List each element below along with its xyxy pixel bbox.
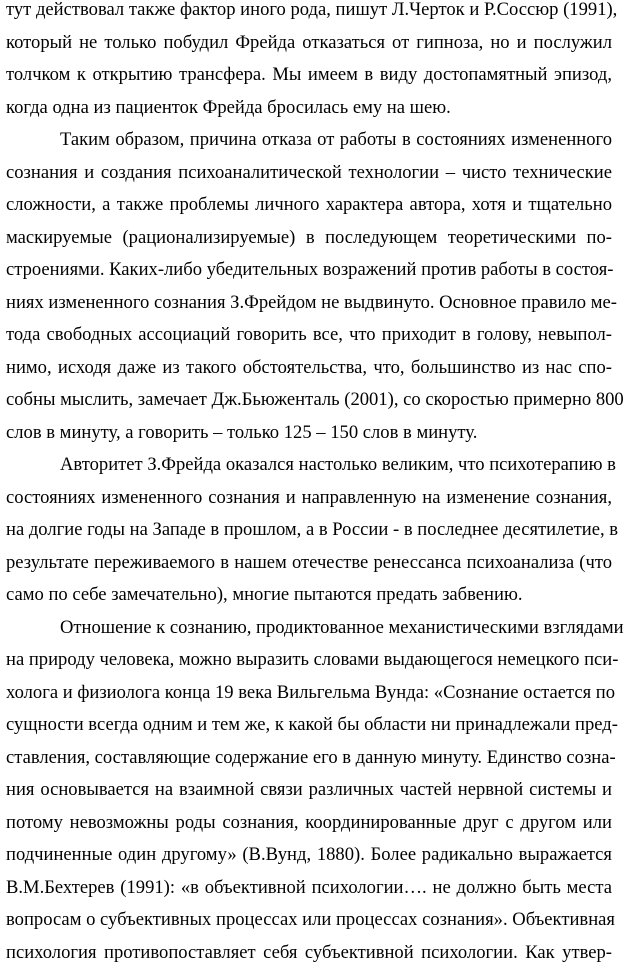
text-line: толчком к открытию трансфера. Мы имеем в виду достопамятный эпизод,: [6, 59, 612, 92]
text-line: на долгие годы на Западе в прошлом, а в России - в последнее десятилетие, в: [6, 514, 612, 547]
text-line: строениями. Каких-либо убедительных возражений против работы в состоя-: [6, 254, 612, 287]
text-line: Авторитет З.Фрейда оказался настолько великим, что психотерапию в: [6, 449, 612, 482]
text-line: В.М.Бехтерев (1991): «в объективной психологии…. не должно быть места: [6, 872, 612, 905]
document-body: [6, 0, 612, 969]
text-line: ния основывается на взаимной связи различных частей нервной системы и: [6, 774, 612, 807]
text-line: ниях измененного сознания З.Фрейдом не выдвинуто. Основное правило ме-: [6, 287, 612, 320]
paragraph: [6, 0, 612, 124]
paragraph: [6, 612, 612, 969]
text-line: который не только побудил Фрейда отказаться от гипноза, но и послужил: [6, 27, 612, 60]
text-line: холога и физиолога конца 19 века Вильгельма Вунда: «Сознание остается по: [6, 677, 612, 710]
text-line: когда одна из пациенток Фрейда бросилась ему на шею.: [6, 92, 612, 125]
text-line: Отношение к сознанию, продиктованное механистическими взглядами: [6, 612, 612, 645]
text-line: результате переживаемого в нашем отечестве ренессанса психоанализа (что: [6, 547, 612, 580]
text-line: на природу человека, можно выразить словами выдающегося немецкого пси-: [6, 644, 612, 677]
text-line: сущности всегда одним и тем же, к какой бы области ни принадлежали пред-: [6, 709, 612, 742]
paragraph: [6, 124, 612, 449]
text-line: вопросам о субъективных процессах или процессах сознания». Объективная: [6, 904, 612, 937]
text-line: слов в минуту, а говорить – только 125 – 150 слов в минуту.: [6, 417, 612, 450]
text-line: маскируемые (рационализируемые) в последующем теоретическими по-: [6, 222, 612, 255]
text-line: нимо, исходя даже из такого обстоятельства, что, большинство из нас спо-: [6, 352, 612, 385]
paragraph: [6, 449, 612, 612]
text-line: сложности, а также проблемы личного характера автора, хотя и тщательно: [6, 189, 612, 222]
text-line: ставления, составляющие содержание его в данную минуту. Единство созна-: [6, 742, 612, 775]
text-line: собны мыслить, замечает Дж.Бьюженталь (2001), со скоростью примерно 800: [6, 384, 612, 417]
text-line: сознания и создания психоаналитической технологии – чисто технические: [6, 157, 612, 190]
text-line: тода свободных ассоциаций говорить все, что приходит в голову, невыпол-: [6, 319, 612, 352]
text-line: потому невозможны роды сознания, координированные друг с другом или: [6, 807, 612, 840]
text-line: тут действовал также фактор иного рода, пишут Л.Черток и Р.Соссюр (1991),: [6, 0, 612, 27]
text-line: подчиненные один другому» (В.Вунд, 1880). Более радикально выражается: [6, 839, 612, 872]
text-line: состояниях измененного сознания и направленную на изменение сознания,: [6, 482, 612, 515]
text-line: само по себе замечательно), многие пытаются предать забвению.: [6, 579, 612, 612]
text-line: психология противопоставляет себя субъективной психологии. Как утвер-: [6, 937, 612, 969]
text-line: Таким образом, причина отказа от работы в состояниях измененного: [6, 124, 612, 157]
